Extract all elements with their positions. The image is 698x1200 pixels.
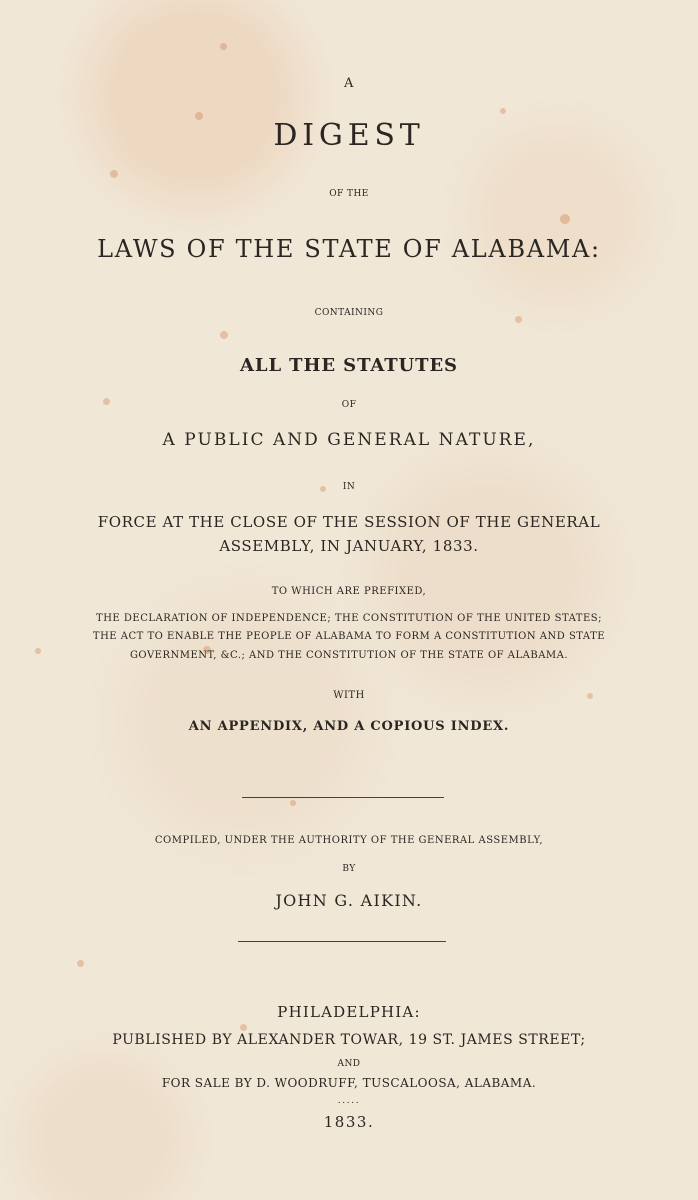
documents-line-2: THE ACT TO ENABLE THE PEOPLE OF ALABAMA TO FORM A CONSTITUTION AND STATE — [92, 631, 606, 642]
foxing-stain — [240, 1024, 247, 1031]
appendix-line: AN APPENDIX, AND A COPIOUS INDEX. — [188, 719, 510, 734]
prefixed-heading: TO WHICH ARE PREFIXED, — [271, 586, 427, 597]
title-connector-in: IN — [342, 482, 356, 492]
divider-rule — [242, 797, 444, 798]
imprint-city: PHILADELPHIA: — [277, 1003, 421, 1021]
compiled-line: COMPILED, UNDER THE AUTHORITY OF THE GENERAL ASSEMBLY, — [154, 835, 544, 846]
title-nature: A PUBLIC AND GENERAL NATURE, — [162, 430, 536, 450]
foxing-stain — [560, 214, 570, 224]
title-force-line-1: FORCE AT THE CLOSE OF THE SESSION OF THE GENERAL — [97, 513, 601, 531]
author-name: JOHN G. AIKIN. — [275, 891, 423, 910]
title-subject: LAWS OF THE STATE OF ALABAMA: — [97, 235, 601, 263]
foxing-stain — [290, 800, 296, 806]
imprint-publisher: PUBLISHED BY ALEXANDER TOWAR, 19 ST. JAMES STREET; — [112, 1032, 586, 1048]
title-connector-of-the: OF THE — [329, 189, 369, 199]
documents-line-3: GOVERNMENT, &C.; AND THE CONSTITUTION OF THE STATE OF ALABAMA. — [129, 650, 569, 661]
divider-rule — [238, 941, 446, 942]
title-main: DIGEST — [273, 118, 425, 153]
title-force-line-2: ASSEMBLY, IN JANUARY, 1833. — [219, 537, 479, 555]
title-article: A — [344, 76, 354, 91]
foxing-stain — [500, 108, 506, 114]
title-connector-containing: CONTAINING — [314, 308, 384, 318]
foxing-stain — [220, 43, 227, 50]
foxing-stain — [220, 331, 228, 339]
imprint-year: 1833. — [323, 1113, 375, 1131]
imprint-connector-and: AND — [337, 1059, 361, 1069]
by-connector: BY — [342, 864, 356, 874]
title-statutes: ALL THE STATUTES — [240, 355, 458, 376]
with-connector: WITH — [333, 690, 365, 701]
foxing-stain — [77, 960, 84, 967]
foxing-stain — [110, 170, 118, 178]
documents-line-1: THE DECLARATION OF INDEPENDENCE; THE CONSTITUTION OF THE UNITED STATES; — [96, 613, 602, 624]
imprint-dots: ..... — [337, 1096, 361, 1106]
imprint-seller: FOR SALE BY D. WOODRUFF, TUSCALOOSA, ALABAMA. — [161, 1076, 537, 1090]
title-connector-of: OF — [341, 400, 357, 410]
